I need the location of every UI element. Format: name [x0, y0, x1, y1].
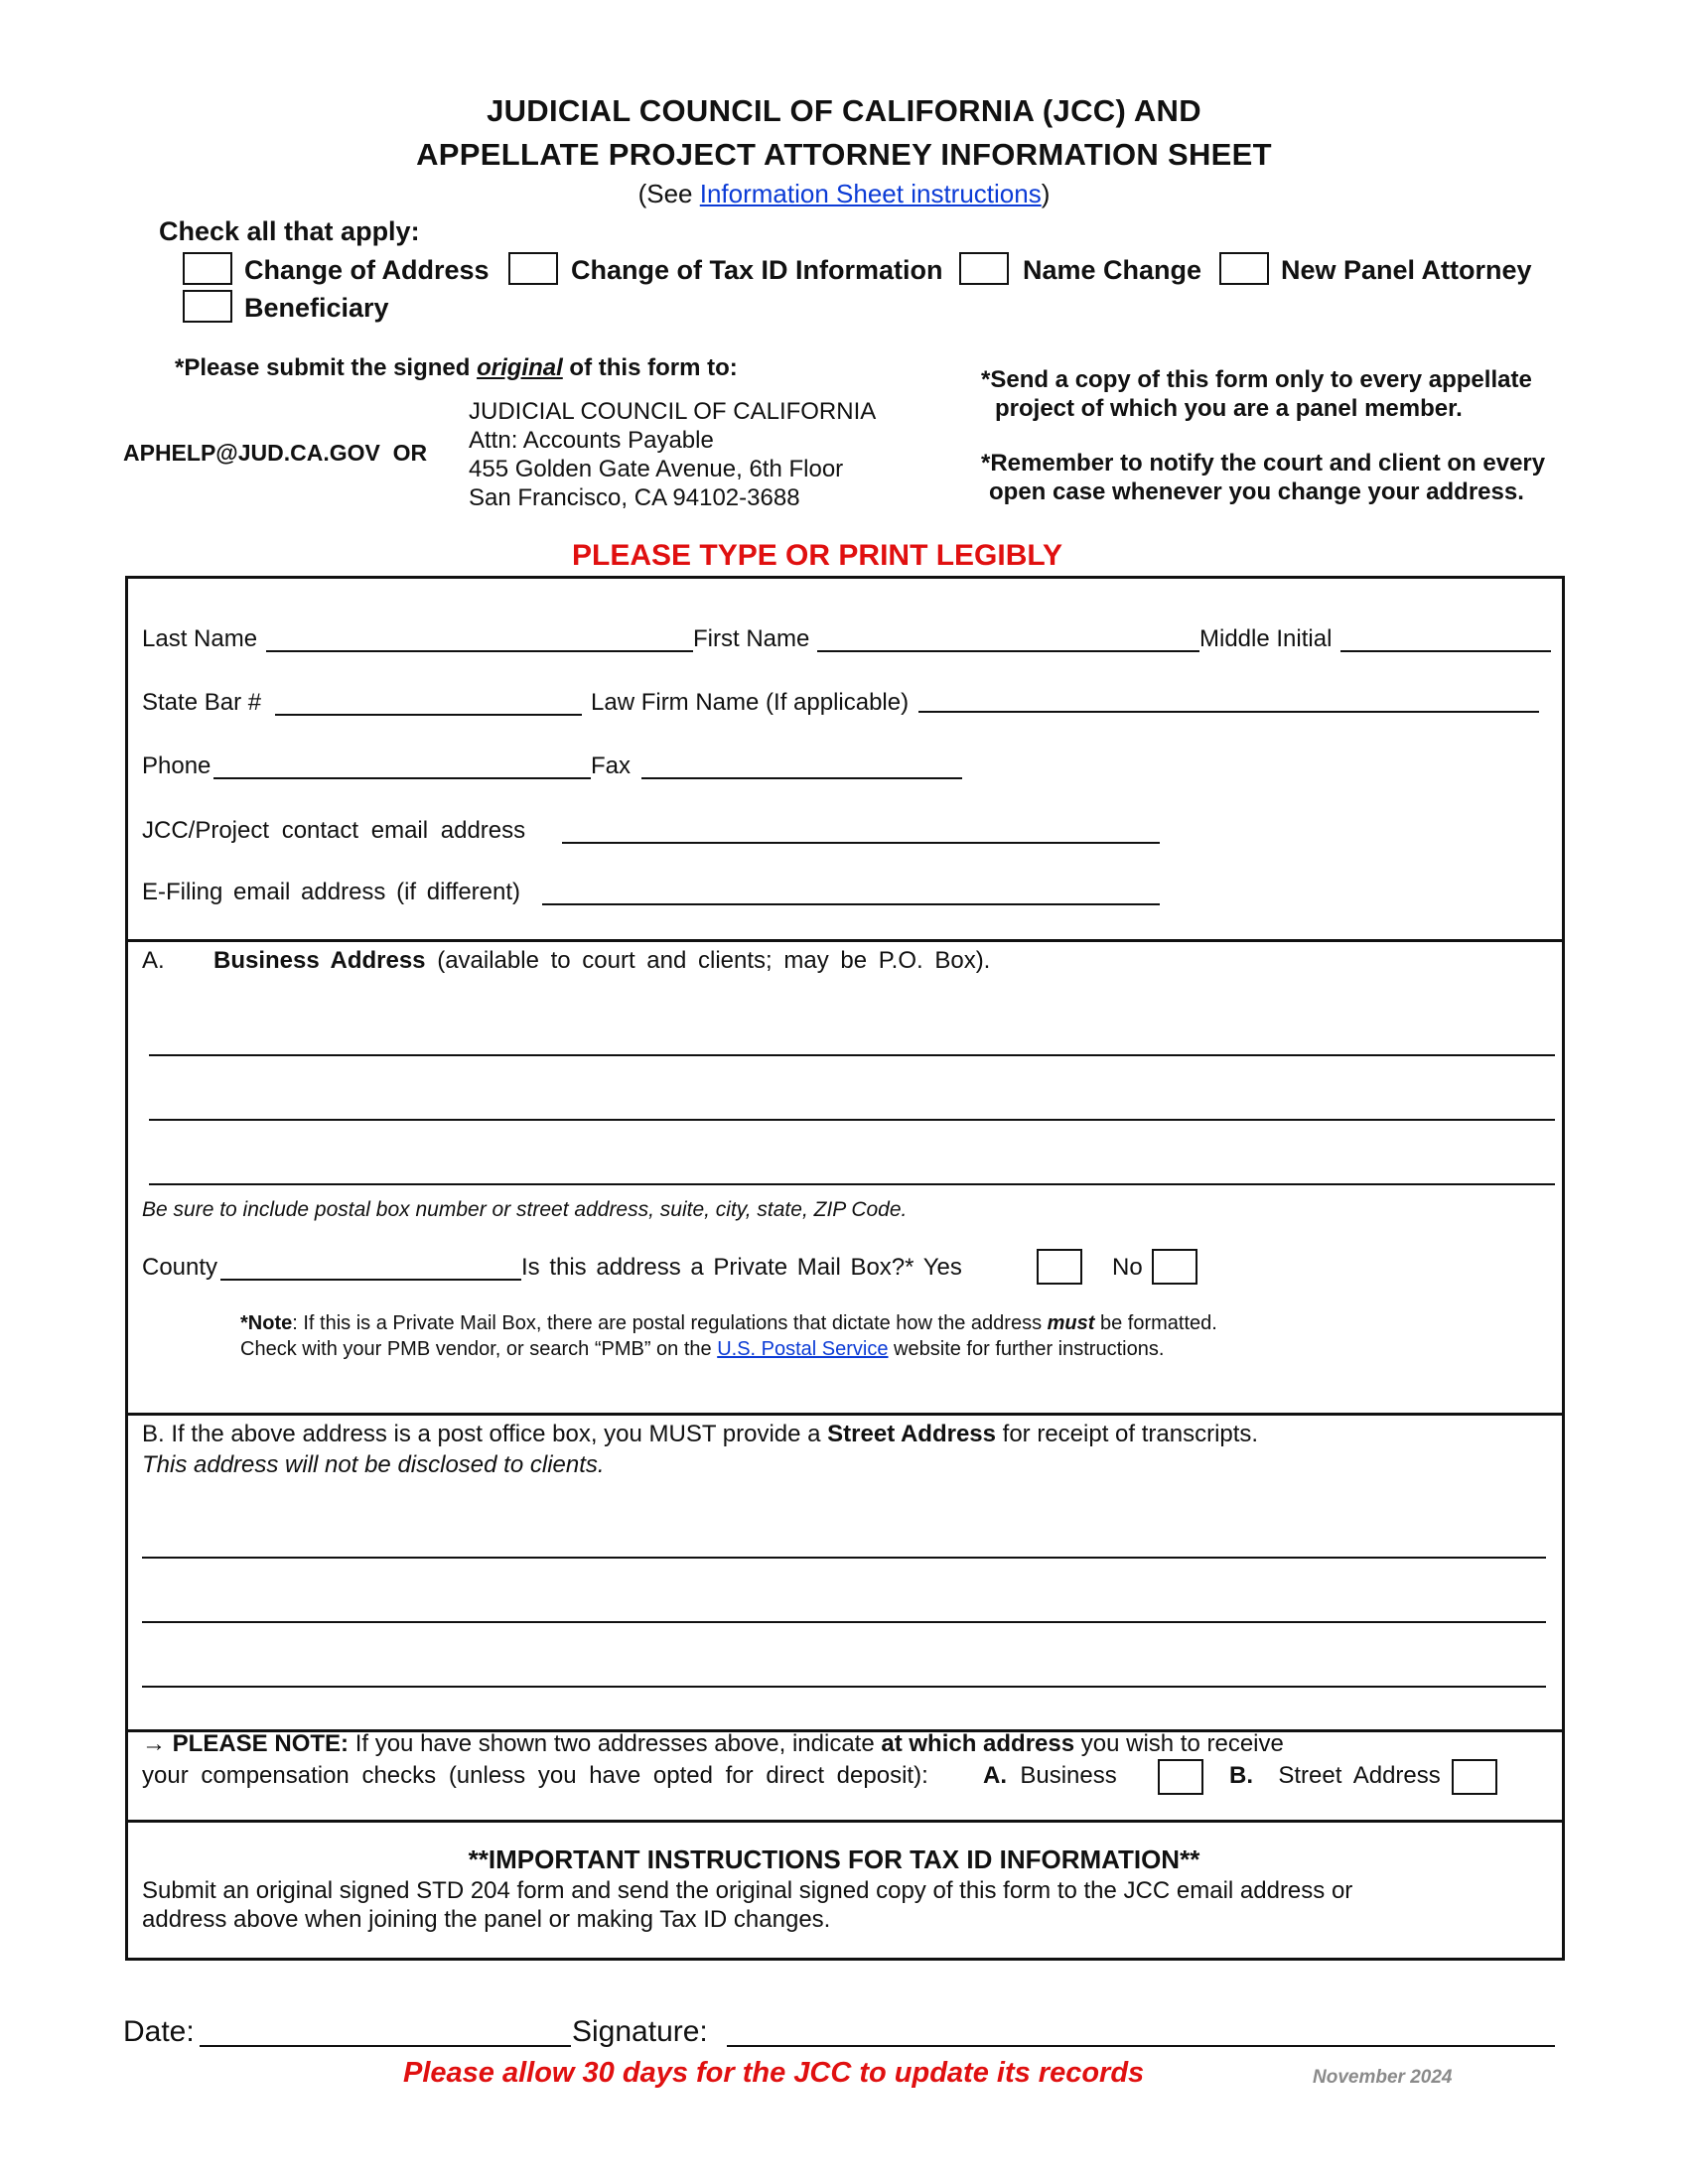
contact-email-label: JCC/Project contact email address — [142, 817, 526, 844]
street-address-choice-checkbox[interactable] — [1452, 1759, 1497, 1795]
fax-label: Fax — [591, 752, 632, 779]
pmb-no-label: No — [1112, 1254, 1143, 1281]
state-bar-field[interactable] — [275, 714, 582, 716]
usps-website-link[interactable]: U.S. Postal Service — [717, 1338, 889, 1360]
state-bar-label: State Bar # — [142, 689, 262, 716]
business-address-choice-checkbox[interactable] — [1158, 1759, 1203, 1795]
middle-initial-field[interactable] — [1340, 650, 1551, 652]
instructions-reference: (See Information Sheet instructions) — [637, 179, 1051, 208]
section-a-heading: Business Address (available to court and clients; may be P.O. Box). — [213, 947, 991, 974]
new-panel-attorney-label: New Panel Attorney — [1281, 255, 1532, 285]
jcc-email: APHELP@JUD.CA.GOV OR — [123, 440, 428, 466]
signature-field[interactable] — [727, 2045, 1555, 2047]
beneficiary-checkbox[interactable] — [183, 290, 232, 323]
change-of-address-checkbox[interactable] — [183, 252, 232, 285]
change-of-tax-id-checkbox[interactable] — [508, 252, 558, 285]
street-address-line-3[interactable] — [142, 1686, 1546, 1688]
last-name-field[interactable] — [266, 650, 693, 652]
street-address-line-1[interactable] — [142, 1557, 1546, 1559]
type-or-print-notice: PLEASE TYPE OR PRINT LEGIBLY — [572, 539, 1062, 572]
jcc-mailing-address: JUDICIAL COUNCIL OF CALIFORNIA Attn: Accounts Payable 455 Golden Gate Avenue, 6th Floor San Francisco, CA 94102-3688 — [469, 398, 877, 511]
information-sheet-instructions-link[interactable]: Information Sheet instructions — [699, 179, 1042, 208]
business-address-hint: Be sure to include postal box number or street address, suite, city, state, ZIP Code. — [142, 1198, 908, 1221]
section-divider-a — [126, 939, 1562, 942]
change-of-address-label: Change of Address — [244, 255, 490, 285]
revision-date: November 2024 — [1313, 2067, 1453, 2088]
form-title-line2: APPELLATE PROJECT ATTORNEY INFORMATION SHEET — [416, 137, 1272, 172]
street-option-label: B. Street Address — [1229, 1762, 1441, 1789]
pmb-yes-checkbox[interactable] — [1037, 1249, 1082, 1285]
last-name-label: Last Name — [142, 625, 258, 652]
signature-label: Signature: — [572, 2015, 708, 2048]
middle-initial-label: Middle Initial — [1199, 625, 1333, 652]
name-change-checkbox[interactable] — [959, 252, 1009, 285]
county-field[interactable] — [220, 1279, 521, 1281]
change-of-tax-id-label: Change of Tax ID Information — [571, 255, 943, 285]
please-note-line1: → PLEASE NOTE: If you have shown two addresses above, indicate at which address you wish to receive — [142, 1730, 1284, 1757]
law-firm-label: Law Firm Name (If applicable) — [591, 689, 910, 716]
efiling-email-field[interactable] — [542, 903, 1160, 905]
pmb-note-line1: *Note: If this is a Private Mail Box, there are postal regulations that dictate how the address must be formatted. — [240, 1312, 1217, 1334]
section-divider-b — [126, 1413, 1562, 1416]
first-name-field[interactable] — [817, 650, 1199, 652]
check-all-heading: Check all that apply: — [159, 216, 420, 246]
section-a-letter: A. — [142, 947, 165, 974]
beneficiary-label: Beneficiary — [244, 293, 389, 323]
submit-intro: *Please submit the signed original of this form to: — [175, 354, 738, 381]
tax-instructions-text: Submit an original signed STD 204 form and send the original signed copy of this form to the JCC email address or address above when joining the panel or making Tax ID changes. — [142, 1877, 1353, 1933]
send-copy-note: *Send a copy of this form only to every appellate project of which you are a panel member. — [981, 366, 1532, 422]
name-change-label: Name Change — [1023, 255, 1202, 285]
business-address-line-2[interactable] — [149, 1119, 1555, 1121]
first-name-label: First Name — [693, 625, 810, 652]
county-label: County — [142, 1254, 218, 1281]
section-b-disclosure-note: This address will not be disclosed to clients. — [142, 1451, 605, 1478]
notify-court-note: *Remember to notify the court and client on every open case whenever you change your address. — [981, 450, 1546, 505]
update-notice: Please allow 30 days for the JCC to update its records — [403, 2057, 1145, 2089]
business-address-line-1[interactable] — [149, 1054, 1555, 1056]
pmb-question: Is this address a Private Mail Box?* Yes — [521, 1254, 962, 1281]
pmb-no-checkbox[interactable] — [1152, 1249, 1197, 1285]
date-field[interactable] — [200, 2045, 571, 2047]
phone-label: Phone — [142, 752, 211, 779]
law-firm-field[interactable] — [918, 711, 1539, 713]
street-address-line-2[interactable] — [142, 1621, 1546, 1623]
business-address-line-3[interactable] — [149, 1183, 1555, 1185]
business-option-label: A. Business — [983, 1762, 1117, 1789]
new-panel-attorney-checkbox[interactable] — [1219, 252, 1269, 285]
efiling-email-label: E-Filing email address (if different) — [142, 879, 521, 905]
date-label: Date: — [123, 2015, 195, 2048]
please-note-line2: your compensation checks (unless you have opted for direct deposit): — [142, 1762, 928, 1789]
tax-instructions-heading: **IMPORTANT INSTRUCTIONS FOR TAX ID INFORMATION** — [468, 1844, 1200, 1874]
fax-field[interactable] — [641, 777, 962, 779]
form-title-line1: JUDICIAL COUNCIL OF CALIFORNIA (JCC) AND — [487, 93, 1201, 128]
pmb-note-line2: Check with your PMB vendor, or search “PMB” on the U.S. Postal Service website for further instructions. — [240, 1338, 1165, 1360]
contact-email-field[interactable] — [562, 842, 1160, 844]
section-divider-tax — [126, 1820, 1562, 1823]
phone-field[interactable] — [213, 777, 591, 779]
section-b-instruction: B. If the above address is a post office box, you MUST provide a Street Address for receipt of transcripts. — [142, 1421, 1259, 1447]
